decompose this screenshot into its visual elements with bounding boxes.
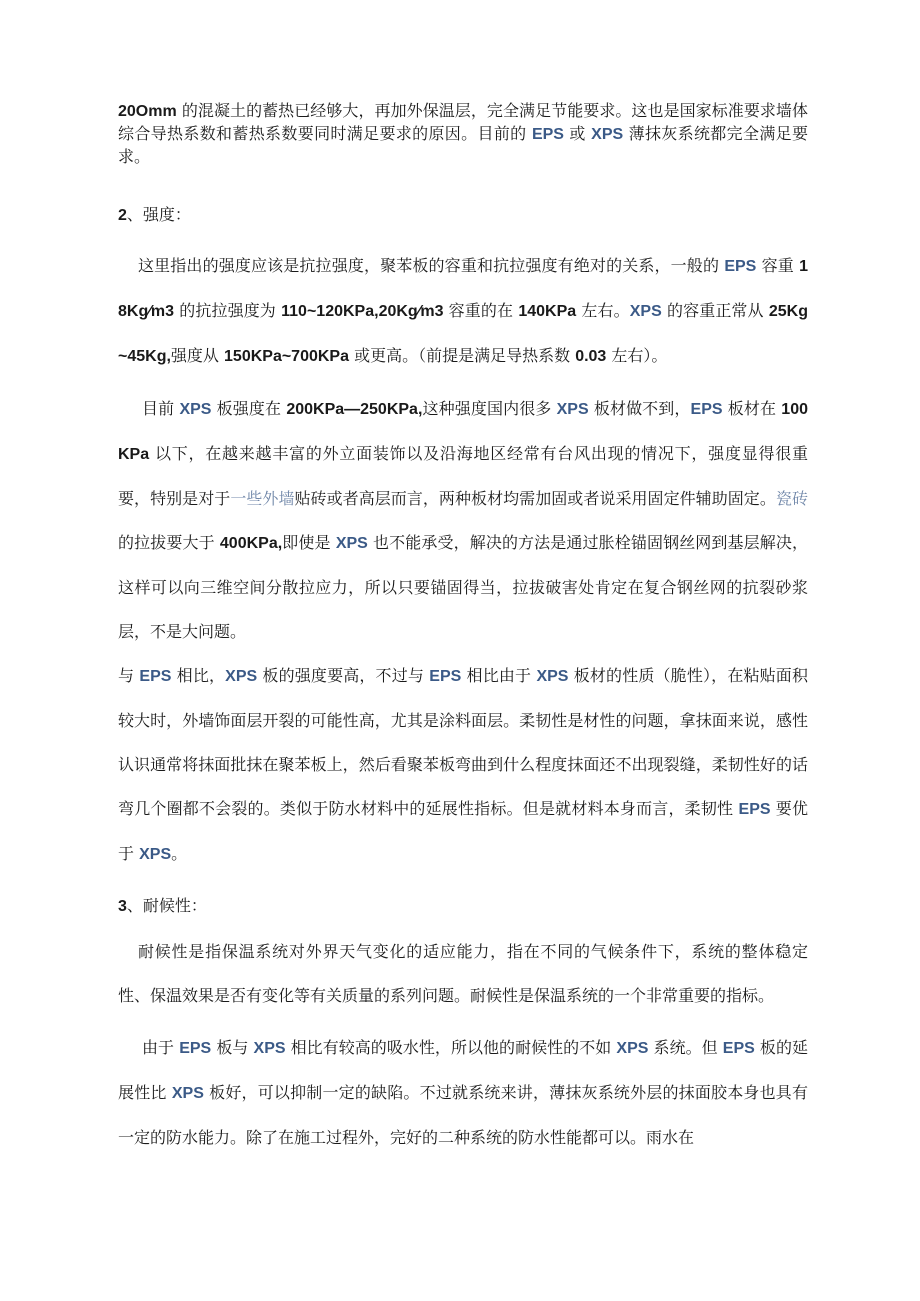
term-xps: XPS (253, 1040, 286, 1057)
text-run: 以下，在越来越丰富的外立面装饰以及沿海地区经常有台风出现的情况下，强度显得很重要，特别是对于 (118, 444, 808, 508)
text-run: 薄抹灰系统都完全满足要求。 (118, 124, 808, 166)
text-run: 系统。但 (648, 1038, 723, 1057)
term-eps: EPS (724, 258, 757, 275)
text-run: 强度从 (170, 346, 225, 365)
text-run: 板强度在 (211, 399, 287, 418)
text-run: 板的强度要高，不过与 (257, 666, 430, 685)
text-run: 的混凝土的蓄热已经够大，再加外保温层，完全满足节能要求。这也是国家标准要求墙体综合导热系数和蓄热系数要同时满足要求的原因。目前的 (118, 101, 808, 143)
term-xps: XPS (616, 1040, 649, 1057)
text-run: 容重 (756, 256, 800, 275)
section-title: 、耐候性： (126, 896, 207, 915)
text-run: 由于 (142, 1038, 180, 1057)
term-xps: XPS (139, 846, 172, 863)
link-ceramic-tile[interactable]: 瓷砖 (775, 489, 808, 508)
strength-value: 110~120KPa,20Kg∕m3 (281, 303, 444, 320)
text-run: 也不能承受，解决的方法是通过胀栓锚固钢丝网到基层解决，这样可以向三维空间分散拉应力，所以只要锚固得当，拉拔破害处肯定在复合钢丝网的抗裂砂浆层，不是大问题。 (118, 533, 808, 641)
term-xps: XPS (556, 401, 589, 418)
paragraph-flexibility (118, 654, 808, 877)
paragraph-water-absorption (118, 1026, 808, 1160)
text-run: 这种强度国内很多 (422, 399, 557, 418)
term-eps: EPS (139, 668, 172, 685)
term-xps: XPS (629, 303, 662, 320)
text-run: 或更高。（前提是满足导热系数 (349, 346, 576, 365)
text-run: 即使是 (282, 533, 336, 552)
term-eps: EPS (738, 801, 771, 818)
text-run: 目前 (142, 399, 180, 418)
term-xps: XPS (536, 668, 569, 685)
link-exterior-wall[interactable]: 一些外墙 (230, 489, 295, 508)
strength-value: 400KPa, (219, 535, 283, 552)
section-title: 、强度： (126, 205, 191, 224)
text-run: 板与 (211, 1038, 254, 1057)
text-run: 的抗拉强度为 (174, 301, 282, 320)
section-number: 2 (118, 207, 127, 224)
conductivity-value: 0.03 (575, 348, 607, 365)
paragraph-tensile-strength (118, 244, 808, 379)
text-run: 板材做不到， (588, 399, 691, 418)
density-value: 18Kg∕m3 (118, 258, 808, 320)
text-run: 相比， (171, 666, 226, 685)
text-run: 容重的在 (443, 301, 519, 320)
text-run: 耐候性是指保温系统对外界天气变化的适应能力，指在不同的气候条件下，系统的整体稳定性、保温效果是否有变化等有关质量的系列问题。耐候性是保温系统的一个非常重要的指标。 (118, 942, 808, 1005)
text-run: 板材在 (722, 399, 782, 418)
term-eps: EPS (690, 401, 723, 418)
text-run: 的拉拔要大于 (118, 533, 220, 552)
document-page (118, 100, 808, 1160)
text-run: 要优于 (118, 799, 808, 863)
section-heading-weather-resistance (118, 895, 808, 918)
section-number: 3 (118, 898, 127, 915)
text-run: 。 (171, 844, 188, 863)
term-eps: EPS (531, 126, 564, 143)
term-xps: XPS (225, 668, 258, 685)
text-run: 左右）。 (606, 346, 668, 365)
text-run: 这里指出的强度应该是抗拉强度，聚苯板的容重和抗拉强度有绝对的关系，一般的 (138, 256, 725, 275)
text-run: 板的延展性比 (118, 1038, 808, 1102)
text-run: 相比有较高的吸水性，所以他的耐候性的不如 (285, 1038, 617, 1057)
text-run: 或 (563, 124, 592, 143)
text-run: 左右。 (576, 301, 630, 320)
text-run: 的容重正常从 (661, 301, 769, 320)
strength-value: 140KPa (518, 303, 577, 320)
term-xps: XPS (179, 401, 212, 418)
strength-range: 200KPa—250KPa, (286, 401, 423, 418)
density-range: 25Kg~45Kg, (118, 303, 808, 365)
text-run: 板好，可以抑制一定的缺陷。不过就系统来讲，薄抹灰系统外层的抹面胶本身也具有一定的防水能力。除了在施工过程外，完好的二种系统的防水性能都可以。雨水在 (118, 1083, 808, 1147)
text-run: 与 (118, 666, 140, 685)
strength-range: 150KPa~700KPa (224, 348, 349, 365)
text-run: 贴砖或者高层而言，两种板材均需加固或者说采用固定件辅助固定。 (294, 489, 776, 508)
term-eps: EPS (429, 668, 462, 685)
section-heading-strength (118, 204, 808, 227)
text-run: 板材的性质（脆性），在粘贴面积较大时，外墙饰面层开裂的可能性高，尤其是涂料面层。柔韧性是材性的问题，拿抹面来说，感性认识通常将抹面批抹在聚苯板上，然后看聚苯板弯曲到什么程度抹面还不出现裂缝，柔韧性好的话弯几个圈都不会裂的。类似于防水材料中的延展性指标。但是就材料本身而言，柔韧性 (118, 666, 808, 818)
paragraph-xps-strength (118, 387, 808, 654)
paragraph-weather-definition (118, 930, 808, 1018)
term-xps: XPS (171, 1085, 204, 1102)
term-xps: XPS (591, 126, 624, 143)
paragraph-energy-saving (118, 100, 808, 168)
strength-value: 100KPa (118, 401, 808, 463)
thickness-value: 20Omm (118, 103, 177, 120)
term-eps: EPS (722, 1040, 755, 1057)
term-eps: EPS (179, 1040, 212, 1057)
term-xps: XPS (335, 535, 368, 552)
text-run: 相比由于 (461, 666, 537, 685)
